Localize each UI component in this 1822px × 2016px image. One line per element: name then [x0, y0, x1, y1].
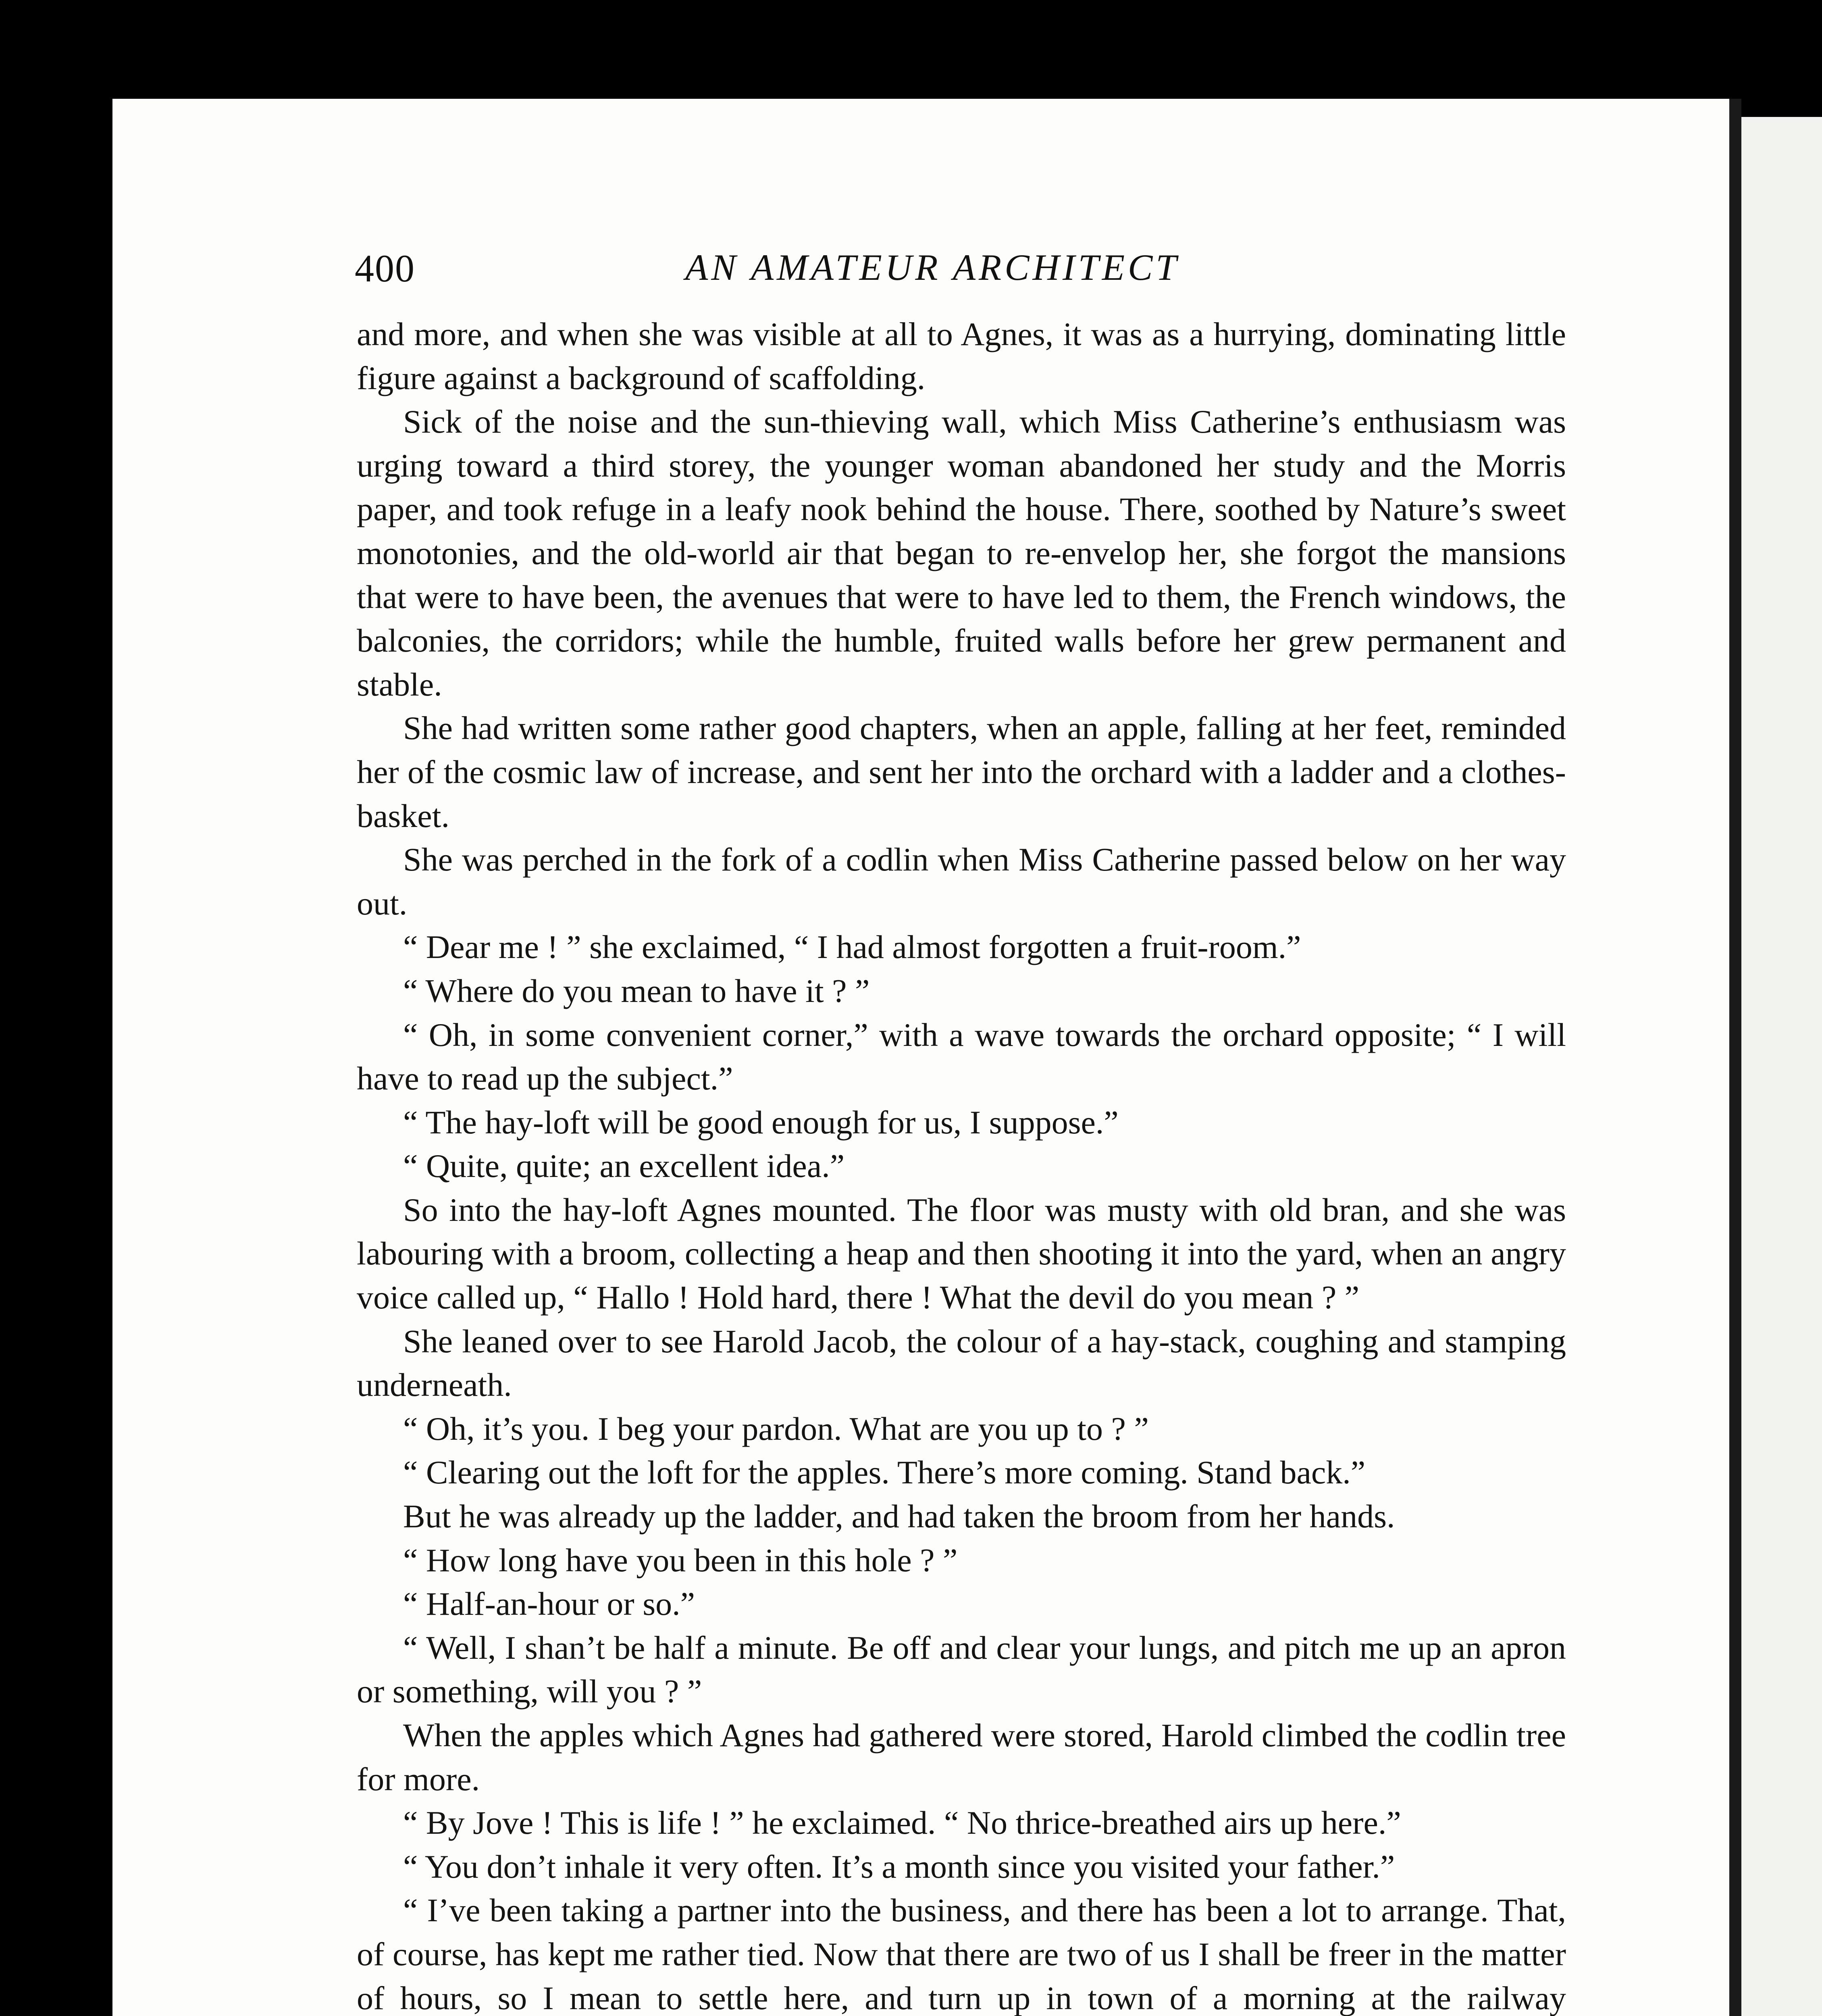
paragraph: “ Clearing out the loft for the apples. There’s more coming. Stand back.”: [403, 1454, 1366, 1491]
paragraph: Sick of the noise and the sun-thieving wall, which Miss Catherine’s enthusiasm was urging toward a third storey, the younger woman abandoned her study and the Morris paper, and took refuge in a leafy nook behind the house. There, soothed by Nature’s sweet monotonies, and the old-world air that began to re-envelop her, she forgot the mansions that were to have been, the avenues that were to have led to them, the French windows, the balconies, the corridors; while the humble, fruited walls before her grew permanent and stable.: [357, 403, 1566, 703]
next-page-edge: [1741, 117, 1822, 2016]
paragraph: “ Dear me ! ” she exclaimed, “ I had almost forgotten a fruit-room.”: [403, 929, 1301, 966]
paragraph: “ You don’t inhale it very often. It’s a month since you visited your father.”: [403, 1848, 1395, 1885]
paragraph: She was perched in the fork of a codlin when Miss Catherine passed below on her way out.: [357, 841, 1566, 922]
page-header: [355, 246, 1572, 302]
paragraph: “ Well, I shan’t be half a minute. Be off and clear your lungs, and pitch me up an apron or something, will you ? ”: [357, 1629, 1566, 1710]
paragraph: “ Quite, quite; an excellent idea.”: [403, 1148, 845, 1185]
paragraph: She had written some rather good chapters, when an apple, falling at her feet, reminded her of the cosmic law of increase, and sent her into the orchard with a ladder and a clothes-basket.: [357, 710, 1566, 834]
paragraph: “ Oh, in some convenient corner,” with a wave towards the orchard opposite; “ I will have to read up the subject.”: [357, 1016, 1566, 1097]
paragraph: “ Where do you mean to have it ? ”: [403, 972, 870, 1009]
paragraph: “ Half-an-hour or so.”: [403, 1585, 695, 1622]
paragraph: So into the hay-loft Agnes mounted. The floor was musty with old bran, and she was labouring with a broom, collecting a heap and then shooting it into the yard, when an angry voice called up, “ Hallo ! Hold hard, there ! What the devil do you mean ? ”: [357, 1191, 1566, 1316]
paragraph: “ How long have you been in this hole ? ”: [403, 1541, 958, 1579]
running-title: AN AMATEUR ARCHITECT: [685, 247, 1180, 288]
paragraph: “ By Jove ! This is life ! ” he exclaimed. “ No thrice-breathed airs up here.”: [403, 1804, 1401, 1841]
paragraph: But he was already up the ladder, and had taken the broom from her hands.: [403, 1498, 1395, 1535]
paragraph: “ Oh, it’s you. I beg your pardon. What are you up to ? ”: [403, 1410, 1149, 1447]
paragraph: “ I’ve been taking a partner into the business, and there has been a lot to arrange. That, of course, has kept me rather tied. Now that there are two of us I shall be freer in the matter of hours, so I mean to settle here, and turn up in town of a morning at the railway: [357, 1892, 1566, 2016]
paragraph: “ The hay-loft will be good enough for us, I suppose.”: [403, 1104, 1119, 1141]
paragraph: She leaned over to see Harold Jacob, the colour of a hay-stack, coughing and stamping underneath.: [357, 1322, 1566, 1404]
paragraph: When the apples which Agnes had gathered were stored, Harold climbed the codlin tree for more.: [357, 1717, 1566, 1797]
body-text: [357, 312, 1566, 2016]
page-number: 400: [355, 247, 415, 290]
page-fold-shadow: [1729, 99, 1741, 2016]
paragraph: and more, and when she was visible at all to Agnes, it was as a hurrying, dominating little figure against a background of scaffolding.: [357, 316, 1566, 396]
